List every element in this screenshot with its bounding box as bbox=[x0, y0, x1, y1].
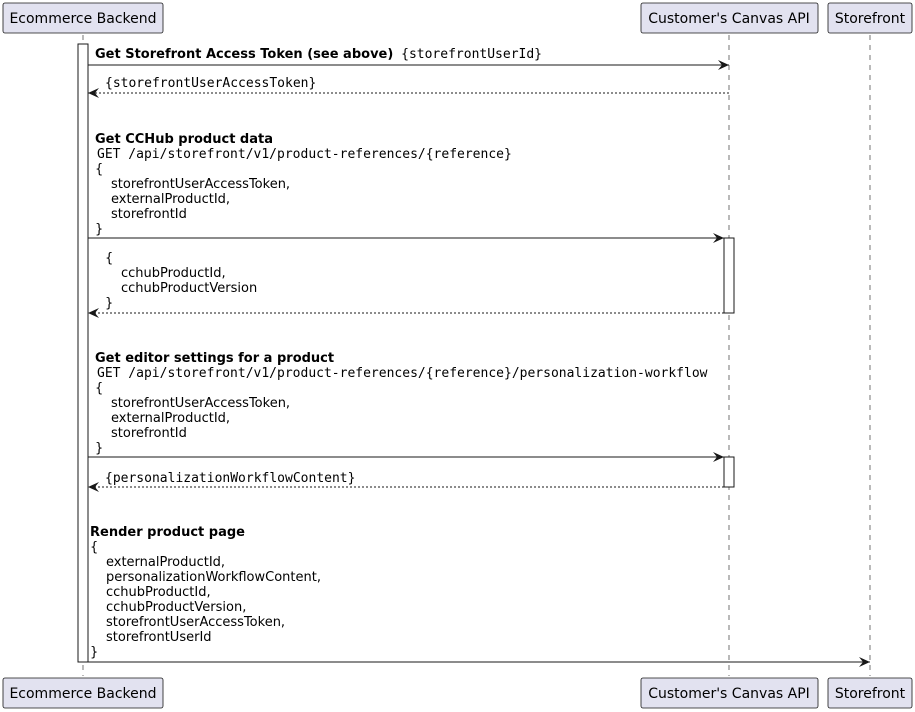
message-5-field: storefrontId bbox=[111, 426, 187, 441]
message-4-field: cchubProductId, bbox=[121, 266, 226, 281]
message-5-open: { bbox=[95, 381, 104, 396]
activation-backend bbox=[78, 44, 88, 662]
message-get-editor-settings bbox=[88, 351, 724, 457]
message-7-field: cchubProductVersion, bbox=[106, 600, 247, 615]
message-5-endpoint: GET /api/storefront/v1/product-references/{reference}/personalization-workflow bbox=[97, 366, 708, 381]
message-product-data-return bbox=[88, 251, 724, 313]
message-7-field: personalizationWorkflowContent, bbox=[106, 570, 321, 585]
message-7-field: storefrontUserAccessToken, bbox=[106, 615, 286, 630]
message-2-text: {storefrontUserAccessToken} bbox=[105, 76, 317, 91]
message-5-title: Get editor settings for a product bbox=[95, 351, 335, 366]
participant-storefront-top bbox=[828, 3, 912, 33]
message-5-field: externalProductId, bbox=[111, 411, 231, 426]
svg-text:Get Storefront Access Token (s bbox=[95, 47, 542, 62]
message-1-title: Get Storefront Access Token (see above) bbox=[95, 47, 394, 62]
message-3-field: storefrontUserAccessToken, bbox=[111, 177, 291, 192]
message-7-open: { bbox=[90, 540, 99, 555]
message-render-product-page bbox=[88, 525, 870, 662]
message-7-field: storefrontUserId bbox=[106, 630, 212, 645]
participant-api-label: Customer's Canvas API bbox=[648, 11, 810, 27]
message-7-title: Render product page bbox=[90, 525, 245, 540]
participant-api-bottom bbox=[641, 678, 818, 708]
message-7-field: cchubProductId, bbox=[106, 585, 211, 600]
message-3-open: { bbox=[95, 162, 104, 177]
message-7-field: externalProductId, bbox=[106, 555, 226, 570]
message-3-close: } bbox=[95, 222, 104, 237]
message-3-title: Get CCHub product data bbox=[95, 132, 273, 147]
message-3-field: storefrontId bbox=[111, 207, 187, 222]
message-3-field: externalProductId, bbox=[111, 192, 231, 207]
message-workflow-content-return bbox=[88, 471, 724, 487]
message-7-close: } bbox=[90, 645, 99, 660]
message-6-text: {personalizationWorkflowContent} bbox=[105, 471, 356, 486]
participant-backend-label: Ecommerce Backend bbox=[9, 11, 157, 27]
participant-storefront-label: Storefront bbox=[834, 11, 906, 27]
participant-api-label-bottom: Customer's Canvas API bbox=[648, 686, 810, 702]
message-4-open: { bbox=[105, 251, 114, 266]
message-1-param: {storefrontUserId} bbox=[393, 47, 543, 62]
message-5-close: } bbox=[95, 441, 104, 456]
message-get-access-token bbox=[88, 47, 729, 65]
participant-storefront-label-bottom: Storefront bbox=[834, 686, 906, 702]
participant-backend-bottom bbox=[3, 678, 163, 708]
participant-backend-label-bottom: Ecommerce Backend bbox=[9, 686, 157, 702]
message-get-product-data bbox=[88, 132, 724, 238]
activation-api-1 bbox=[724, 238, 734, 313]
message-4-field: cchubProductVersion bbox=[121, 281, 258, 296]
message-3-endpoint: GET /api/storefront/v1/product-references/{reference} bbox=[97, 147, 512, 162]
message-5-field: storefrontUserAccessToken, bbox=[111, 396, 291, 411]
participant-backend-top bbox=[3, 3, 163, 33]
participant-storefront-bottom bbox=[828, 678, 912, 708]
participant-api-top bbox=[641, 3, 818, 33]
message-access-token-return bbox=[88, 76, 729, 93]
message-4-close: } bbox=[105, 296, 114, 311]
activation-api-2 bbox=[724, 457, 734, 487]
